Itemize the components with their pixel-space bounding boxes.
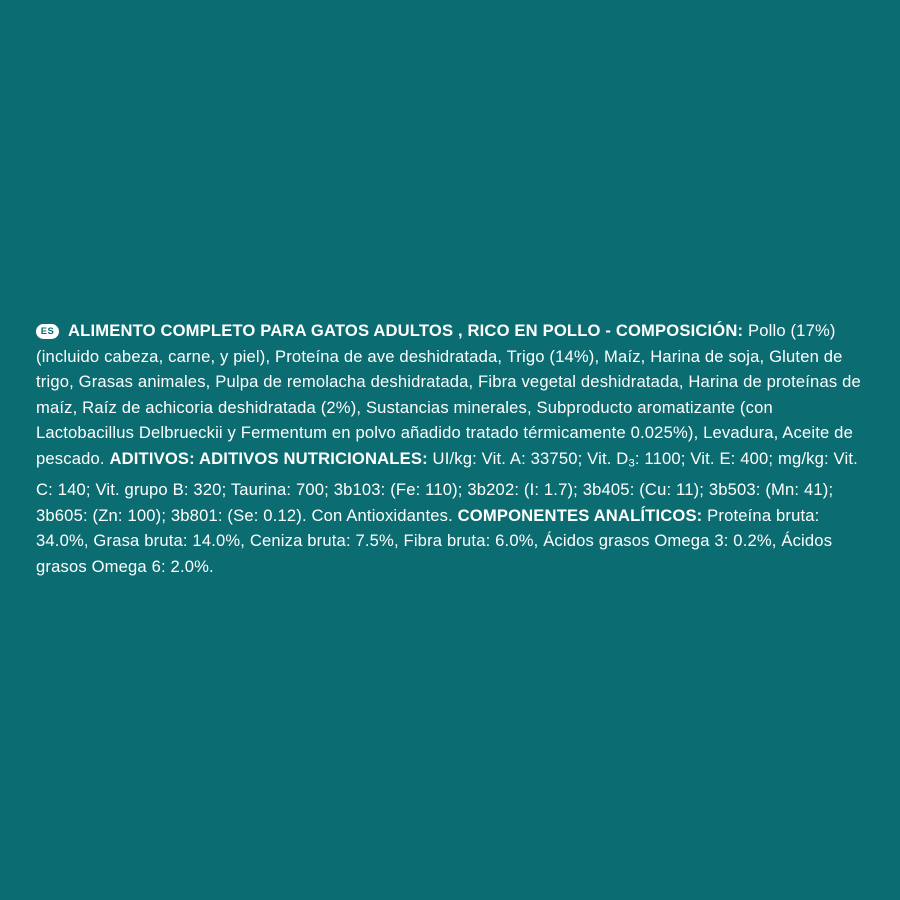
label-headline: ALIMENTO COMPLETO PARA GATOS ADULTOS , RICO EN POLLO - COMPOSICIÓN: <box>68 321 744 340</box>
additives-text-part1: UI/kg: Vit. A: 33750; Vit. D <box>427 448 629 468</box>
additives-heading: ADITIVOS: ADITIVOS NUTRICIONALES: <box>109 448 428 468</box>
analytical-text: Proteína bruta: 34.0%, Grasa bruta: 14.0%, Ceniza bruta: 7.5%, Fibra bruta: 6.0%, Ácidos grasos Omega 3: 0.2%, Ácidos grasos Omega 6: 2.0%. <box>36 505 833 576</box>
nutrition-label-text <box>36 318 866 579</box>
additives-text-part2: : 1100; Vit. E: 400; mg/kg: Vit. C: 140; Vit. grupo B: 320; Taurina: 700; 3b103: (Fe: 110); 3b202: (I: 1.7); 3b405: (Cu: 11); 3b503: (Mn: 41); 3b605: (Zn: 100); 3b801: (Se: 0.12). Con Antioxidantes. <box>36 448 858 525</box>
additives-subscript: 3 <box>628 457 635 470</box>
composition-text: Pollo (17%) (incluido cabeza, carne, y piel), Proteína de ave deshidratada, Trigo (14%), Maíz, Harina de soja, Gluten de trigo, Grasas animales, Pulpa de remolacha deshidratada, Fibra vegetal deshidratada, Harina de proteínas de maíz, Raíz de achicoria deshidratada (2%), Sustancias minerales, Subproducto aromatizante (con Lactobacillus Delbrueckii y Fermentum en polvo añadido tratado térmicamente 0.025%), Levadura, Aceite de pescado. <box>36 321 861 468</box>
analytical-heading: COMPONENTES ANALÍTICOS: <box>457 505 703 525</box>
language-badge: ES <box>36 324 59 339</box>
